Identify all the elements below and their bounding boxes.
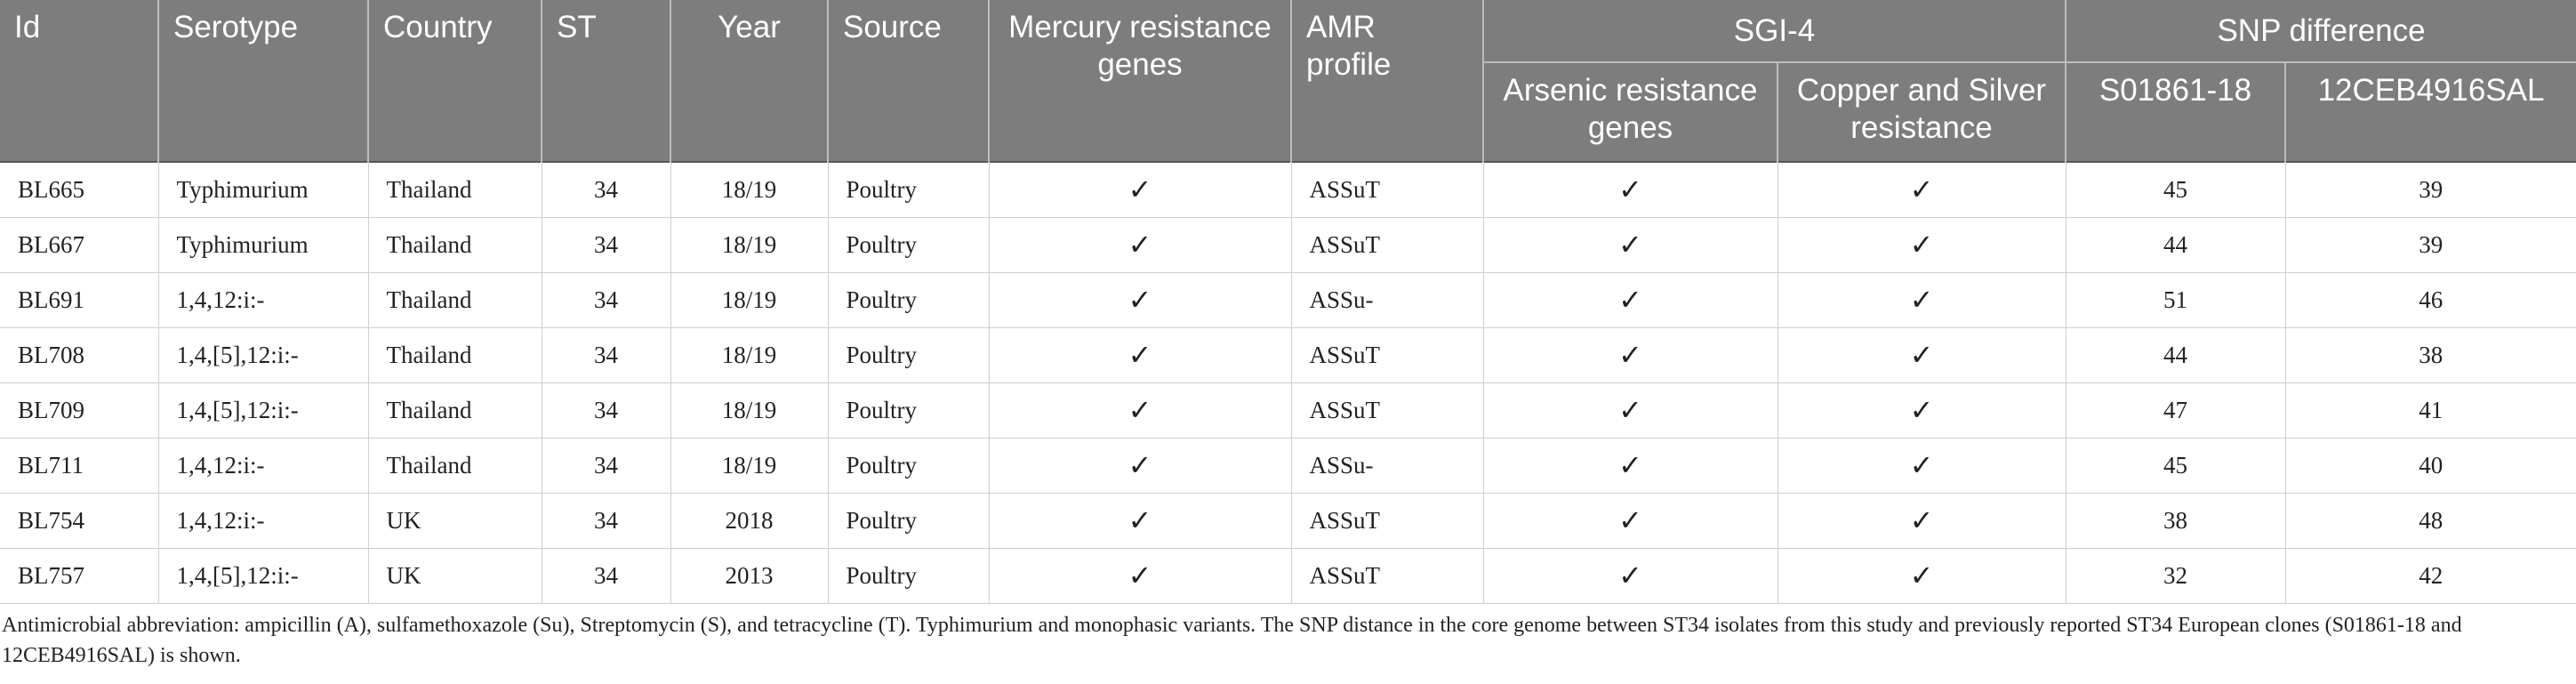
cell-source: Poultry: [828, 272, 989, 327]
copper-silver-check-icon: ✓: [1778, 217, 2066, 272]
cell-serotype: 1,4,12:i:-: [158, 493, 368, 548]
cell-year: 18/19: [670, 272, 828, 327]
cell-snp-s01861: 32: [2066, 548, 2285, 603]
header-group-sgi4: SGI-4: [1483, 0, 2066, 62]
cell-year: 2018: [670, 493, 828, 548]
cell-snp-12ceb4916sal: 42: [2285, 548, 2576, 603]
mercury-check-icon: ✓: [989, 272, 1291, 327]
cell-snp-s01861: 51: [2066, 272, 2285, 327]
copper-silver-check-icon: ✓: [1778, 162, 2066, 217]
cell-serotype: 1,4,[5],12:i:-: [158, 327, 368, 382]
cell-amr-profile: ASSuT: [1291, 217, 1483, 272]
table-header: [0, 0, 2576, 162]
cell-country: Thailand: [368, 272, 542, 327]
cell-id: BL665: [0, 162, 158, 217]
mercury-check-icon: ✓: [989, 438, 1291, 493]
cell-country: Thailand: [368, 438, 542, 493]
cell-snp-12ceb4916sal: 40: [2285, 438, 2576, 493]
cell-year: 18/19: [670, 162, 828, 217]
cell-st: 34: [542, 217, 670, 272]
cell-st: 34: [542, 272, 670, 327]
cell-source: Poultry: [828, 548, 989, 603]
cell-snp-s01861: 44: [2066, 327, 2285, 382]
arsenic-check-icon: ✓: [1483, 217, 1778, 272]
header-st: ST: [542, 0, 670, 162]
cell-amr-profile: ASSuT: [1291, 162, 1483, 217]
cell-amr-profile: ASSu-: [1291, 438, 1483, 493]
cell-serotype: Typhimurium: [158, 162, 368, 217]
cell-source: Poultry: [828, 493, 989, 548]
mercury-check-icon: ✓: [989, 217, 1291, 272]
cell-amr-profile: ASSu-: [1291, 272, 1483, 327]
table-row: [0, 438, 2576, 493]
cell-source: Poultry: [828, 438, 989, 493]
cell-year: 18/19: [670, 327, 828, 382]
copper-silver-check-icon: ✓: [1778, 382, 2066, 438]
arsenic-check-icon: ✓: [1483, 327, 1778, 382]
table-row: [0, 327, 2576, 382]
arsenic-check-icon: ✓: [1483, 382, 1778, 438]
header-serotype: Serotype: [158, 0, 368, 162]
mercury-check-icon: ✓: [989, 493, 1291, 548]
copper-silver-check-icon: ✓: [1778, 327, 2066, 382]
cell-id: BL691: [0, 272, 158, 327]
copper-silver-check-icon: ✓: [1778, 493, 2066, 548]
header-arsenic: Arsenic resistance genes: [1483, 62, 1778, 162]
cell-snp-s01861: 47: [2066, 382, 2285, 438]
copper-silver-check-icon: ✓: [1778, 272, 2066, 327]
cell-country: Thailand: [368, 162, 542, 217]
cell-country: Thailand: [368, 327, 542, 382]
header-id: Id: [0, 0, 158, 162]
cell-serotype: 1,4,12:i:-: [158, 438, 368, 493]
arsenic-check-icon: ✓: [1483, 493, 1778, 548]
cell-source: Poultry: [828, 382, 989, 438]
arsenic-check-icon: ✓: [1483, 162, 1778, 217]
cell-source: Poultry: [828, 162, 989, 217]
cell-id: BL709: [0, 382, 158, 438]
cell-country: Thailand: [368, 217, 542, 272]
cell-source: Poultry: [828, 217, 989, 272]
mercury-check-icon: ✓: [989, 382, 1291, 438]
arsenic-check-icon: ✓: [1483, 272, 1778, 327]
cell-id: BL708: [0, 327, 158, 382]
cell-snp-s01861: 45: [2066, 162, 2285, 217]
cell-snp-12ceb4916sal: 39: [2285, 162, 2576, 217]
cell-amr-profile: ASSuT: [1291, 493, 1483, 548]
header-group-snp: SNP difference: [2066, 0, 2576, 62]
cell-snp-s01861: 38: [2066, 493, 2285, 548]
cell-country: UK: [368, 548, 542, 603]
header-year: Year: [670, 0, 828, 162]
cell-country: UK: [368, 493, 542, 548]
arsenic-check-icon: ✓: [1483, 548, 1778, 603]
table-row: [0, 493, 2576, 548]
cell-year: 2013: [670, 548, 828, 603]
cell-serotype: 1,4,12:i:-: [158, 272, 368, 327]
table-row: [0, 548, 2576, 603]
table-row: [0, 162, 2576, 217]
cell-snp-12ceb4916sal: 48: [2285, 493, 2576, 548]
header-amr-profile: AMR profile: [1291, 0, 1483, 162]
cell-serotype: 1,4,[5],12:i:-: [158, 382, 368, 438]
cell-st: 34: [542, 382, 670, 438]
cell-amr-profile: ASSuT: [1291, 548, 1483, 603]
cell-st: 34: [542, 162, 670, 217]
cell-snp-s01861: 44: [2066, 217, 2285, 272]
cell-id: BL754: [0, 493, 158, 548]
cell-year: 18/19: [670, 217, 828, 272]
cell-snp-s01861: 45: [2066, 438, 2285, 493]
header-12ceb4916sal: 12CEB4916SAL: [2285, 62, 2576, 162]
cell-snp-12ceb4916sal: 46: [2285, 272, 2576, 327]
cell-snp-12ceb4916sal: 38: [2285, 327, 2576, 382]
cell-snp-12ceb4916sal: 39: [2285, 217, 2576, 272]
cell-year: 18/19: [670, 438, 828, 493]
footnote: Antimicrobial abbreviation: ampicillin (A), sulfamethoxazole (Su), Streptomycin (S), and tetracycline (T). Typhimurium and monophasic variants. The SNP distance in the core genome between ST34 isolates from this study and previously reported ST34 European clones (S01861-18 and 12CEB4916SAL) is shown.: [2, 614, 2462, 667]
cell-year: 18/19: [670, 382, 828, 438]
header-mercury: Mercury resistance genes: [989, 0, 1291, 162]
cell-st: 34: [542, 327, 670, 382]
cell-source: Poultry: [828, 327, 989, 382]
mercury-check-icon: ✓: [989, 327, 1291, 382]
cell-snp-12ceb4916sal: 41: [2285, 382, 2576, 438]
cell-amr-profile: ASSuT: [1291, 382, 1483, 438]
header-copper-silver: Copper and Silver resistance: [1778, 62, 2066, 162]
cell-id: BL667: [0, 217, 158, 272]
table-body: [0, 162, 2576, 603]
cell-amr-profile: ASSuT: [1291, 327, 1483, 382]
copper-silver-check-icon: ✓: [1778, 438, 2066, 493]
cell-st: 34: [542, 493, 670, 548]
table-row: [0, 272, 2576, 327]
cell-st: 34: [542, 548, 670, 603]
table-row: [0, 217, 2576, 272]
table-row: [0, 382, 2576, 438]
copper-silver-check-icon: ✓: [1778, 548, 2066, 603]
cell-id: BL757: [0, 548, 158, 603]
header-source: Source: [828, 0, 989, 162]
cell-serotype: 1,4,[5],12:i:-: [158, 548, 368, 603]
header-s01861: S01861-18: [2066, 62, 2285, 162]
arsenic-check-icon: ✓: [1483, 438, 1778, 493]
cell-id: BL711: [0, 438, 158, 493]
cell-serotype: Typhimurium: [158, 217, 368, 272]
mercury-check-icon: ✓: [989, 548, 1291, 603]
mercury-check-icon: ✓: [989, 162, 1291, 217]
cell-country: Thailand: [368, 382, 542, 438]
cell-st: 34: [542, 438, 670, 493]
header-country: Country: [368, 0, 542, 162]
